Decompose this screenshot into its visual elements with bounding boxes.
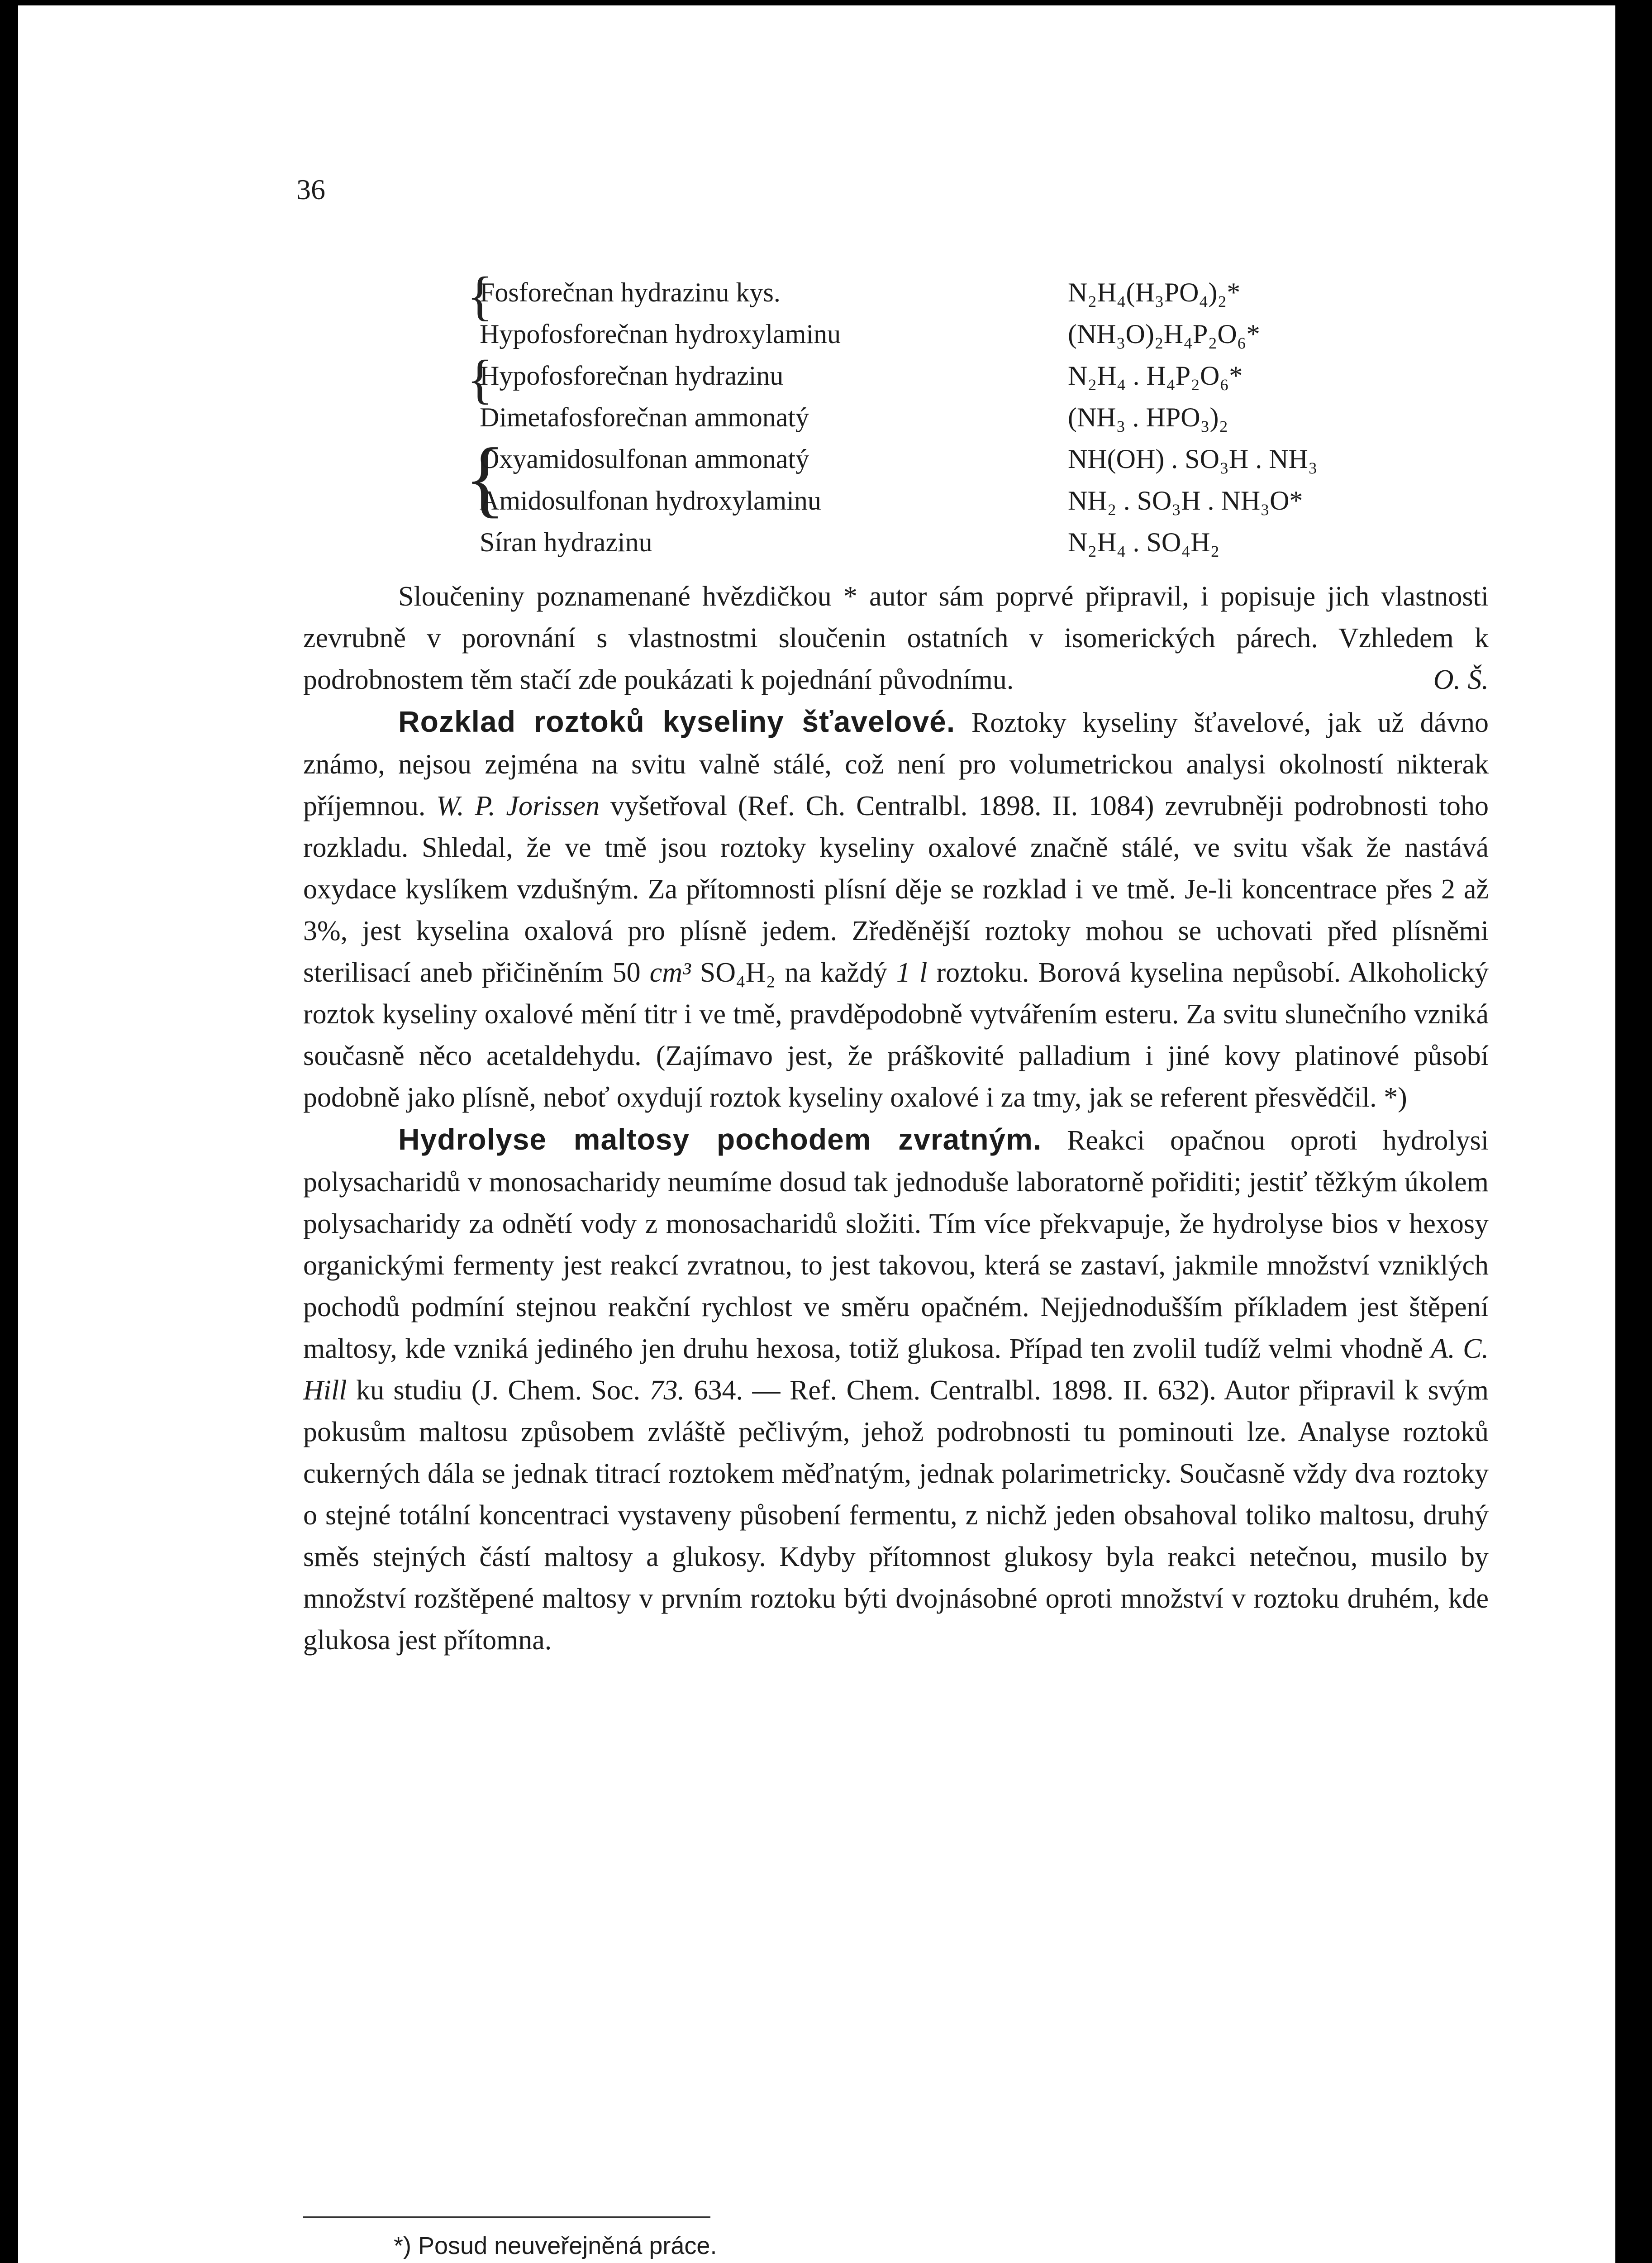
section-text: Roztoky kyseliny šťavelové, jak už dávno známo, nejsou zejména na svitu valně stálé, což není pro volumetrickou analysi okolností nikterak příjemnou. (303, 707, 1489, 821)
compound-row (480, 396, 1430, 438)
compound-formula: (NH₃ . HPO₃)₂ (1068, 402, 1228, 432)
section-oxalic-acid (303, 701, 1489, 1118)
compound-name: Amidosulfonan hydroxylaminu (480, 486, 821, 516)
journal-volume: 73. (649, 1375, 685, 1406)
page-number: 36 (296, 173, 325, 205)
compound-formula: NH₂ . SO₃H . NH₃O* (1068, 486, 1303, 516)
section-text: SO₄H₂ na každý (690, 957, 896, 988)
compound-formula: (NH₃O)₂H₄P₂O₆* (1068, 319, 1260, 349)
section-text: ku studiu (J. Chem. Soc. (347, 1375, 650, 1406)
compound-row (480, 313, 1430, 355)
compound-name: Fosforečnan hydrazinu kys. (480, 277, 781, 307)
compound-name: Síran hydrazinu (480, 527, 652, 557)
section-maltose (303, 1118, 1489, 1661)
cited-author: A. C. Hill (303, 1333, 1489, 1406)
section-text: Reakci opačnou oproti hydrolysi polysacharidů v monosacharidy neumíme dosud tak jednoduše laboratorně pořiditi; jestiť těžkým úkolem polysacharidy za odnětí vody z monosacharidů složiti. Tím více překvapuje, že hydrolyse bios v hexosy organickými fermenty jest reakcí zvratnou, to jest takovou, která se zastaví, jakmile množství vzniklých pochodů podmíní stejnou reakční rychlost ve směru opačném. Nejjednodušším příkladem jest štěpení maltosy, kde vzniká jediného jen druhu hexosa, totiž glukosa. Případ ten zvolil tudíž velmi vhodně (303, 1125, 1489, 1364)
compound-table (464, 266, 1430, 563)
compound-row (480, 438, 1430, 480)
compound-formula: N₂H₄ . SO₄H₂ (1068, 527, 1220, 557)
compound-formula: N₂H₄(H₃PO₄)₂* (1068, 277, 1241, 307)
paragraph-text: Sloučeniny poznamenané hvězdičkou * autor sám poprvé připravil, i popisuje jich vlastnosti zevrubně v porovnání s vlastnostmi sloučenin ostatních v isomerických párech. Vzhledem k podrobnostem těm stačí zde poukázati k pojednání původnímu. (303, 581, 1489, 695)
compound-formula: NH(OH) . SO₃H . NH₃ (1068, 444, 1318, 474)
compound-row (480, 272, 1430, 313)
unit: 1 l (896, 957, 928, 988)
compound-formula: N₂H₄ . H₄P₂O₆* (1068, 361, 1243, 391)
compound-name: Hypofosforečnan hydrazinu (480, 361, 784, 391)
section-text: vyšetřoval (Ref. Ch. Centralbl. 1898. II. 1084) zevrubněji podrobnosti toho rozkladu. Shledal, že ve tmě jsou roztoky kyseliny oxalové značně stálé, ve svitu však že nastává oxydace kyslíkem vzdušným. Za přítomnosti plísní děje se rozklad i ve tmě. Je-li koncentrace přes 2 až 3%, jest kyselina oxalová pro plísně jedem. Zředěnější roztoky mohou se uchovati před plísněmi sterilisací aneb přičiněním 50 (303, 791, 1489, 988)
author-signature: O. Š. (1433, 664, 1489, 695)
compound-row (480, 521, 1430, 563)
body-text (303, 576, 1489, 1661)
unit: cm³ (649, 957, 691, 988)
compound-name: Dimetafosforečnan ammonatý (480, 402, 809, 432)
section-text: roztoku. Borová kyselina nepůsobí. Alkoholický roztok kyseliny oxalové mění titr i ve tmě, pravděpodobně vytvářením esteru. Za svitu slunečního vzniká současně něco acetaldehydu. (Zajímavo jest, že práškovité palladium i jiné kovy platinové působí podobně jako plísně, neboť oxydují roztok kyseliny oxalové i za tmy, jak se referent přesvědčil. *) (303, 957, 1489, 1113)
paragraph-starred-note (303, 576, 1489, 701)
footnote: *) Posud neuveřejněná práce. (394, 2232, 717, 2259)
section-heading: Rozklad roztoků kyseliny šťavelové. (398, 705, 956, 738)
section-heading: Hydrolyse maltosy pochodem zvratným. (398, 1122, 1042, 1156)
brace-group-2: { (467, 349, 493, 409)
footnote-rule (303, 2216, 710, 2218)
compound-name: Hypofosforečnan hydroxylaminu (480, 319, 841, 349)
compound-row (480, 355, 1430, 396)
brace-group-3: { (464, 431, 506, 526)
section-text: 634. — Ref. Chem. Centralbl. 1898. II. 632). Autor připravil k svým pokusům maltosu způsobem zvláště pečlivým, jehož podrobnosti tu pominouti lze. Analyse roztoků cukerných dála se jednak titrací roztokem měďnatým, jednak polarimetricky. Současně vždy dva roztoky o stejné totální koncentraci vystaveny působení fermentu, z nichž jeden obsahoval toliko maltosu, druhý směs stejných částí maltosy a glukosy. Kdyby přítomnost glukosy byla reakci netečnou, musilo by množství rozštěpené maltosy v prvním roztoku býti dvojnásobné oproti množství v roztoku druhém, kde glukosa jest přítomna. (303, 1375, 1489, 1656)
compound-name: Oxyamidosulfonan ammonatý (480, 444, 809, 474)
cited-author: W. P. Jorissen (436, 791, 600, 821)
book-page (18, 5, 1615, 2263)
brace-group-1: { (467, 266, 493, 326)
compound-row (480, 480, 1430, 521)
